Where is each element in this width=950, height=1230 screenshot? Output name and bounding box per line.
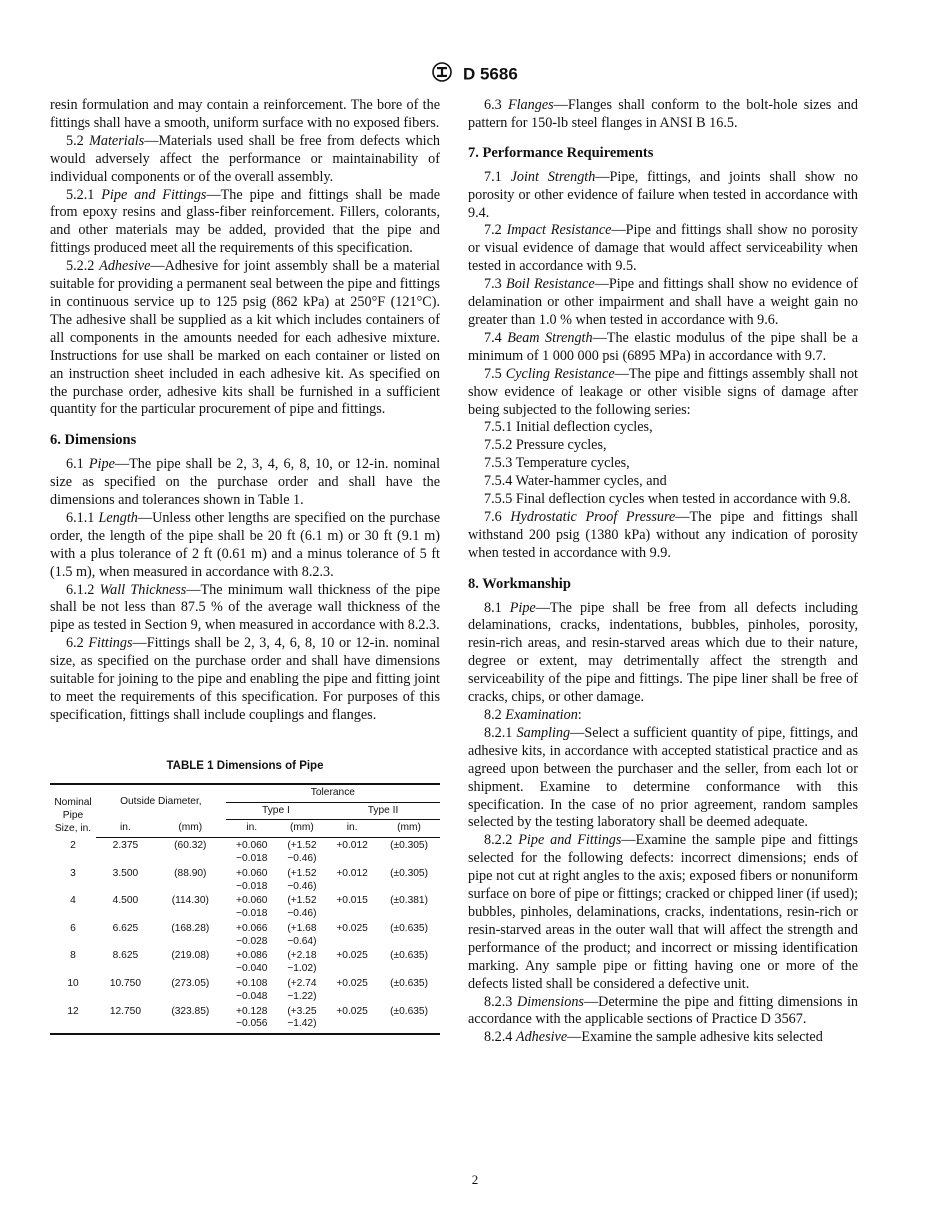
cell-t1-in: +0.060 −0.018 [236, 840, 268, 864]
cycle-list [468, 419, 858, 509]
section-8-2-2: 8.2.2 Pipe and Fittings—Examine the sample pipe and fittings selected for the following defects: incorrect dimensions; ends of pipe not cut at right angles to the axis; exposed fibers or nonuniform surface on bore of pipe or fittings; cracked or chipped liner (if used); bubbles, pinholes, delaminations, cracks, indentations, resin-rich or resin-starved areas in the outer wall that will affect the strength and performance of the product; and incorrect or missing identification marking. Any sample pipe or fitting having one or more of the defects listed shall be considered a defective unit. [468, 832, 859, 992]
cell-od-mm: (273.05) [171, 978, 210, 990]
cell-t1-in: +0.128 −0.056 [226, 1004, 278, 1035]
header-tolerance: Tolerance [226, 784, 440, 802]
cell-od-in: 4.500 [112, 895, 139, 907]
cell-size: 12 [50, 1004, 96, 1035]
section-5-2-1: 5.2.1 Pipe and Fittings—The pipe and fittings shall be made from epoxy resins and glass-fiber reinforcement. Fillers, colorants, and other materials may be added, provided that the pipe and fittings produced meet all the requirements of this specification. [50, 186, 440, 257]
cell-t2-in: +0.025 [326, 1004, 378, 1035]
cell-size: 3 [70, 867, 76, 879]
cell-od-mm: (60.32) [174, 840, 207, 852]
cell-t2-in: +0.025 [336, 922, 368, 934]
list-item: 7.5.3 Temperature cycles, [484, 455, 630, 472]
unit-mm: (mm) [155, 820, 226, 838]
cell-t2-mm: (±0.635) [390, 978, 428, 990]
cell-t2-in: +0.015 [336, 895, 368, 907]
cell-t1-mm: (+1.68 −0.64) [287, 922, 317, 947]
cell-od-in: 3.500 [112, 867, 139, 879]
paragraph: resin formulation and may contain a reinforcement. The bore of the fittings shall have a smooth, uniform surface with no exposed fibers. [50, 97, 440, 131]
cell-od-in: 8.625 [112, 950, 139, 962]
cell-t2-mm: (±0.305) [390, 867, 428, 879]
cell-od-in: 10.750 [109, 978, 141, 990]
list-item: 7.5.2 Pressure cycles, [484, 437, 607, 454]
cell-od-in: 12.750 [96, 1004, 155, 1035]
cell-t1-mm: (+3.25 −1.42) [278, 1004, 326, 1035]
dimensions-table [50, 783, 440, 1036]
cell-size: 2 [70, 839, 76, 851]
cell-od-mm: (168.28) [171, 922, 210, 934]
section-6-1-2: 6.1.2 Wall Thickness—The minimum wall thickness of the pipe shall be not less than 87.5 % of the average wall thickness of the pipe as tested in Section 9, when measured in accordance with 8.2.3. [50, 581, 441, 634]
page-number: 2 [471, 1172, 479, 1187]
cell-size: 4 [70, 895, 76, 907]
section-7-4: 7.4 Beam Strength—The elastic modulus of the pipe shall be a minimum of 1 000 000 psi (6895 MPa) in accordance with 9.7. [468, 329, 858, 364]
cell-t2-in: +0.025 [336, 950, 368, 962]
table-1 [50, 758, 440, 1035]
cell-t2-mm: (±0.635) [390, 922, 428, 934]
table-title: TABLE 1 Dimensions of Pipe [166, 759, 324, 772]
section-8-2-1: 8.2.1 Sampling—Select a sufficient quantity of pipe, fittings, and adhesive kits, in accordance with accepted statistical practice and as agreed upon between the purchaser and the seller, from each lot or shipment. Examine to determine conformance with this specification. In the case of no prior agreement, random samples selected by the testing laboratory shall be deemed adequate. [468, 724, 859, 831]
cell-t1-in: +0.108 −0.048 [236, 978, 268, 1002]
section-8-2: 8.2 Examination: [484, 707, 582, 723]
table-row [50, 921, 440, 949]
cell-od-in: 2.375 [112, 840, 139, 852]
cell-t2-in: +0.012 [336, 867, 368, 879]
header-type-1: Type I [226, 802, 326, 820]
section-6-1: 6.1 Pipe—The pipe shall be 2, 3, 4, 6, 8, 10, or 12-in. nominal size as specified on the purchase order and shall have the dimensions and tolerances shown in Table 1. [50, 456, 441, 509]
section-7-6: 7.6 Hydrostatic Proof Pressure—The pipe and fittings shall withstand 200 psig (1380 kPa) without any indication of porosity when tested in accordance with 9.9. [468, 508, 859, 561]
cell-t1-mm: (+2.74 −1.22) [287, 978, 317, 1002]
cell-t1-mm: (+1.52 −0.46) [287, 895, 317, 920]
cell-size: 6 [70, 922, 76, 934]
cell-t2-in: +0.025 [336, 978, 368, 990]
right-column [468, 97, 858, 1047]
left-column [50, 97, 440, 1035]
cell-od-mm: (219.08) [171, 950, 210, 962]
section-6-1-1: 6.1.1 Length—Unless other lengths are specified on the purchase order, the length of the pipe shall be 20 ft (6.1 m) or 30 ft (9.1 m) with a plus tolerance of 2 ft (0.61 m) and a minus tolerance of 5 ft (1.5 m), when measured in accordance with 8.2.3. [50, 509, 440, 580]
table-row [50, 866, 440, 894]
header-nominal-size: Nominal Pipe Size, in. [50, 784, 96, 838]
section-7-5: 7.5 Cycling Resistance—The pipe and fittings assembly shall not show evidence of leakage or other visible signs of damage after being subjected to the following series: [468, 365, 858, 418]
header-type-2: Type II [326, 802, 440, 820]
cell-od-in: 6.625 [112, 922, 139, 934]
cell-t1-in: +0.060 −0.018 [236, 895, 268, 920]
heading-workmanship: 8. Workmanship [468, 575, 571, 592]
cell-size: 8 [70, 950, 76, 962]
section-5-2-2: 5.2.2 Adhesive—Adhesive for joint assembly shall be a material suitable for providing a permanent seal between the pipe and fittings in continuous service up to 125 psig (862 kPa) at 250°F (121°C). The adhesive shall be supplied as a kit which includes containers of all components in the amounts needed for each adhesive mixture. Instructions for use shall be marked on each container or listed on an instruction sheet included in each adhesive kit. As specified on the purchase order, adhesive kits shall be furnished in a sufficient quantity for the particular procurement of pipe and fittings. [50, 258, 441, 418]
unit-in: in. [96, 820, 155, 838]
section-6-3: 6.3 Flanges—Flanges shall conform to the bolt-hole sizes and pattern for 150-lb steel flanges in ANSI B 16.5. [468, 97, 858, 131]
cell-t1-in: +0.066 −0.028 [236, 922, 268, 947]
cell-t1-in: +0.060 −0.018 [236, 867, 268, 892]
page-header [0, 62, 950, 87]
section-6-2: 6.2 Fittings—Fittings shall be 2, 3, 4, 6, 8, 10 or 12-in. nominal size, as specified on the purchase order and shall have dimensions suitable for joining to the pipe and enabling the pipe and fitting joint to meet the requirements of this specification. For purposes of this specification, fittings shall include couplings and flanges. [50, 635, 441, 723]
unit-mm: (mm) [378, 820, 440, 838]
cell-t1-in: +0.086 −0.040 [236, 950, 268, 975]
cell-t1-mm: (+1.52 −0.46) [287, 867, 317, 892]
section-5-2: 5.2 Materials—Materials used shall be free from defects which would adversely affect the performance or maintainability of individual components or of the overall assembly. [50, 132, 440, 185]
table-row [50, 976, 440, 1004]
cell-od-mm: (323.85) [155, 1004, 226, 1035]
unit-mm: (mm) [278, 820, 326, 838]
table-row [50, 948, 440, 976]
list-item: 7.5.1 Initial deflection cycles, [484, 419, 653, 436]
cell-od-mm: (114.30) [171, 895, 209, 907]
section-7-3: 7.3 Boil Resistance—Pipe and fittings shall show no evidence of delamination or other impairment and shall have a weight gain no greater than 1.0 % when tested in accordance with 9.6. [468, 276, 858, 328]
cell-t1-mm: (+2.18 −1.02) [287, 950, 317, 975]
table-row [50, 893, 440, 921]
table-row [50, 838, 440, 866]
cell-t2-mm: (±0.381) [390, 895, 428, 907]
header-outside-diameter: Outside Diameter, [96, 784, 226, 820]
table-row [50, 1004, 440, 1035]
list-item: 7.5.4 Water-hammer cycles, and [484, 473, 667, 490]
list-item: 7.5.5 Final deflection cycles when tested in accordance with 9.8. [484, 491, 851, 508]
cell-od-mm: (88.90) [174, 867, 207, 879]
unit-in: in. [326, 820, 378, 838]
cell-t2-in: +0.012 [336, 840, 368, 852]
heading-performance-requirements: 7. Performance Requirements [468, 144, 654, 161]
section-8-2-4: 8.2.4 Adhesive—Examine the sample adhesive kits selected [484, 1029, 823, 1046]
section-7-1: 7.1 Joint Strength—Pipe, fittings, and joints shall show no porosity or other evidence of failure when tested in accordance with 9.4. [468, 168, 859, 221]
astm-logo-icon [432, 62, 452, 87]
cell-t1-mm: (+1.52 −0.46) [287, 840, 317, 864]
cell-size: 10 [67, 978, 79, 990]
heading-dimensions: 6. Dimensions [50, 432, 137, 449]
cell-t2-mm: (±0.305) [390, 840, 428, 852]
document-designation: D 5686 [462, 64, 518, 84]
cell-t2-mm: (±0.635) [390, 950, 428, 962]
unit-in: in. [226, 820, 278, 838]
section-8-2-3: 8.2.3 Dimensions—Determine the pipe and fitting dimensions in accordance with the applicable sections of Practice D 3567. [468, 993, 859, 1028]
section-7-2: 7.2 Impact Resistance—Pipe and fittings shall show no porosity or visual evidence of damage that would affect serviceability when tested in accordance with 9.5. [468, 222, 859, 275]
cell-t2-mm: (±0.635) [378, 1004, 440, 1035]
section-8-1: 8.1 Pipe—The pipe shall be free from all defects including delaminations, cracks, indentations, bubbles, pinholes, porosity, resin-rich areas, and resin-starved areas which due to their nature, degree or extent, may detrimentally affect the strength and serviceability of the pipe and fittings. The pipe liner shall be free of cracks, chips, or other damage. [468, 599, 858, 706]
